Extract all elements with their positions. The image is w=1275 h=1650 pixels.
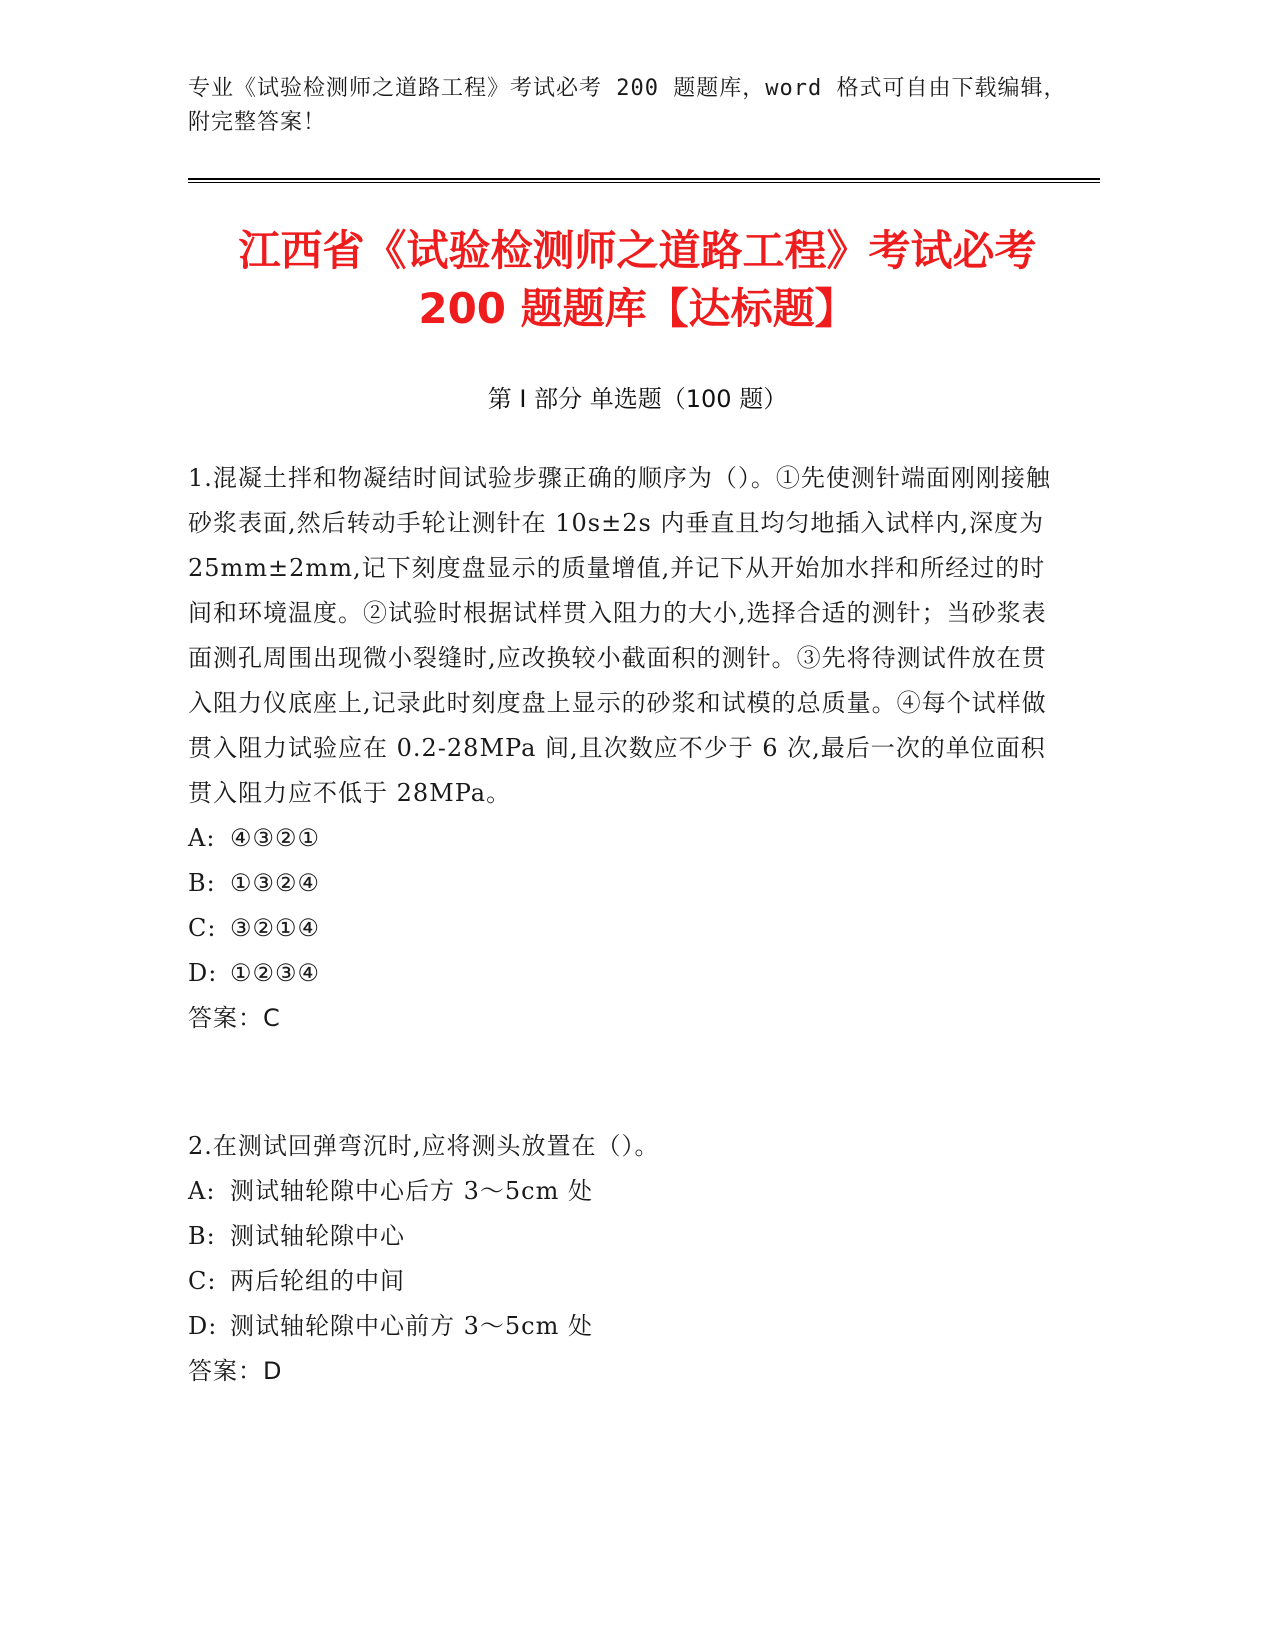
answer-label: 答案：D xyxy=(188,1357,283,1385)
option-text: ④③②① xyxy=(230,824,321,852)
question-1 xyxy=(188,456,1068,1041)
option-text: ①③②④ xyxy=(230,869,321,897)
header-divider xyxy=(188,178,1100,183)
header-note: 专业《试验检测师之道路工程》考试必考 200 题题库，word 格式可自由下载编辑，附完整答案！ xyxy=(188,76,1067,135)
document-title-line-1: 江西省《试验检测师之道路工程》考试必考 xyxy=(238,226,1037,275)
option-text: 测试轴轮隙中心前方 3～5cm 处 xyxy=(230,1312,593,1340)
option-letter: D: xyxy=(188,1312,218,1340)
option-d xyxy=(188,1304,1068,1349)
document-title-line-2: 200 题题库【达标题】 xyxy=(418,284,857,333)
option-letter: C: xyxy=(188,1267,217,1295)
option-text: 测试轴轮隙中心后方 3～5cm 处 xyxy=(230,1177,593,1205)
option-letter: A: xyxy=(188,1177,216,1205)
question-stem: 1.混凝土拌和物凝结时间试验步骤正确的顺序为（）。①先使测针端面刚刚接触砂浆表面,然后转动手轮让测针在 10s±2s 内垂直且均匀地插入试样内,深度为 25mm±2mm,记下刻度盘显示的质量增值,并记下从开始加水拌和所经过的时间和环境温度。②试验时根据试样贯入阻力的大小,选择合适的测针；当砂浆表面测孔周围出现微小裂缝时,应改换较小截面积的测针。③先将待测试件放在贯入阻力仪底座上,记录此时刻度盘上显示的砂浆和试模的总质量。④每个试样做贯入阻力试验应在 0.2-28MPa 间,且次数应不少于 6 次,最后一次的单位面积贯入阻力应不低于 28MPa。 xyxy=(188,464,1051,807)
option-text: 两后轮组的中间 xyxy=(230,1267,405,1295)
option-b xyxy=(188,861,1068,906)
document-title xyxy=(150,222,1125,338)
option-letter: D: xyxy=(188,959,218,987)
option-letter: B: xyxy=(188,869,216,897)
option-b xyxy=(188,1214,1068,1259)
question-2 xyxy=(188,1124,1068,1394)
option-text: 测试轴轮隙中心 xyxy=(230,1222,405,1250)
option-c xyxy=(188,906,1068,951)
option-c xyxy=(188,1259,1068,1304)
option-a xyxy=(188,816,1068,861)
option-a xyxy=(188,1169,1068,1214)
option-d xyxy=(188,951,1068,996)
option-letter: C: xyxy=(188,914,217,942)
option-letter: A: xyxy=(188,824,216,852)
option-text: ①②③④ xyxy=(230,959,321,987)
section-heading: 第 I 部分 单选题（100 题） xyxy=(487,385,788,413)
answer-label: 答案：C xyxy=(188,1004,281,1032)
option-letter: B: xyxy=(188,1222,216,1250)
option-text: ③②①④ xyxy=(230,914,321,942)
question-stem: 2.在测试回弹弯沉时,应将测头放置在（）。 xyxy=(188,1132,660,1160)
